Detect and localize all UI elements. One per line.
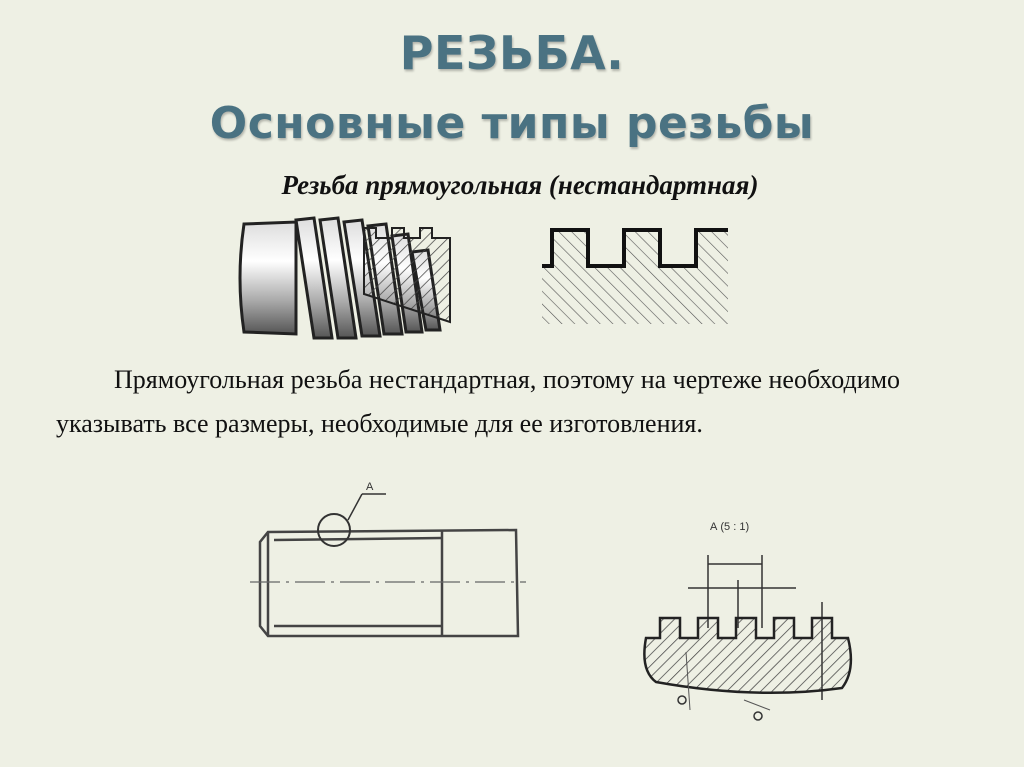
body-text: Прямоугольная резьба нестандартная, поэтому на чертеже необходимо указывать все размеры, необходимые для ее изготовления. [56, 365, 901, 438]
detail-view-drawing [636, 510, 856, 725]
thread-3d-illustration [236, 212, 466, 342]
section-heading: Резьба прямоугольная (нестандартная) [281, 170, 759, 200]
slide-title: РЕЗЬБА. [399, 26, 625, 80]
detail-label: А (5 : 1) [710, 521, 750, 533]
body-paragraph [56, 358, 986, 446]
slide-subtitle-heading: Основные типы резьбы [209, 98, 815, 149]
shaft-drawing [250, 470, 530, 640]
callout-label: A [366, 481, 374, 493]
thread-profile-drawing [540, 226, 730, 324]
